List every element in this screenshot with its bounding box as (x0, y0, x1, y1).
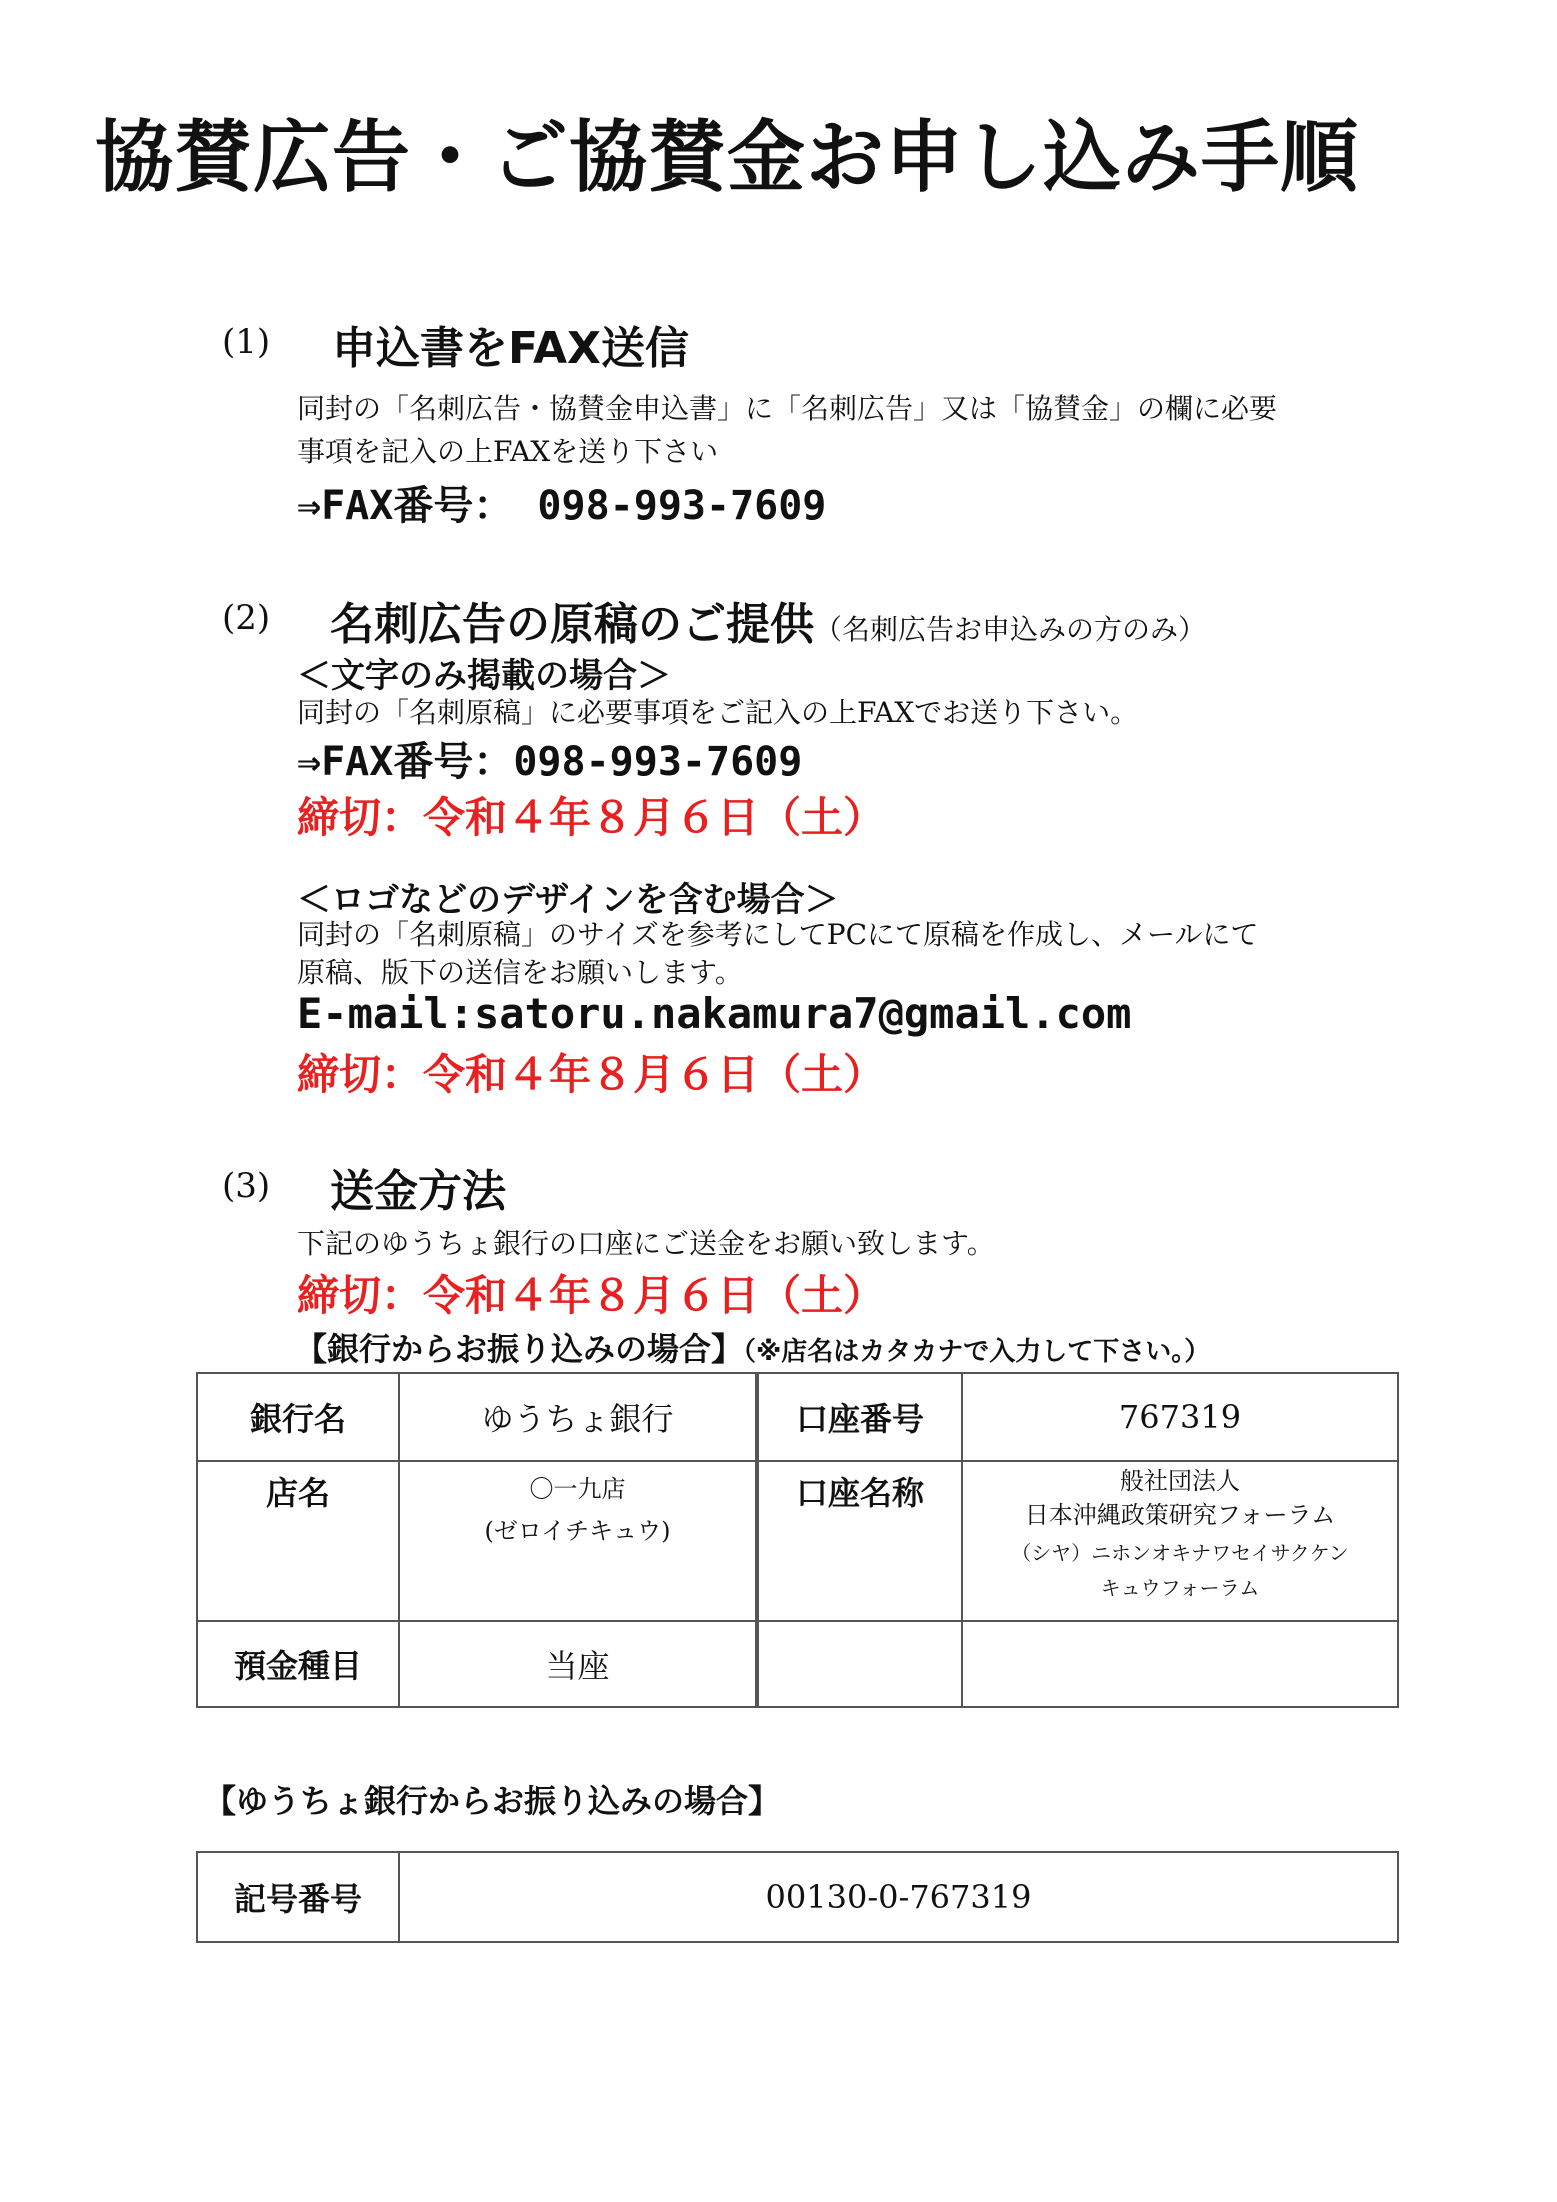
empty-cell (757, 1621, 962, 1707)
text-only-heading: ＜文字のみ掲載の場合＞ (297, 656, 671, 696)
section3-heading: 送金方法 (330, 1166, 506, 1217)
account-number-value: 767319 (962, 1373, 1398, 1461)
bank-transfer-note: （※店名はカタカナで入力して下さい。） (743, 1337, 1211, 1367)
design-email: E-mail:satoru.nakamura7@gmail.com (297, 989, 1132, 1038)
page-title: 協賛広告・ご協賛金お申し込み手順 (95, 113, 1360, 203)
table-row (197, 1461, 1398, 1621)
empty-cell (962, 1621, 1398, 1707)
account-name-line2: 日本沖縄政策研究フォーラム (1024, 1501, 1336, 1529)
section1-number: (1) (222, 322, 271, 362)
deposit-type-value: 当座 (399, 1621, 757, 1707)
section1-heading: 申込書をFAX送信 (332, 323, 689, 374)
table-row (197, 1373, 1398, 1461)
section2-heading (330, 588, 1206, 652)
account-name-kana2: キュウフォーラム (1100, 1576, 1260, 1600)
design-body-line2: 原稿、版下の送信をお願いします。 (297, 956, 743, 989)
branch-value-line1: 〇一九店 (529, 1475, 626, 1503)
account-name-value (962, 1461, 1398, 1621)
section3-body: 下記のゆうちょ銀行の口座にご送金をお願い致します。 (297, 1227, 995, 1260)
design-deadline: 締切：令和４年８月６日（土） (297, 1050, 886, 1099)
section3-number: (3) (222, 1166, 271, 1206)
section2-heading-text: 名刺広告の原稿のご提供 (330, 599, 814, 650)
section1-body-line2: 事項を記入の上FAXを送り下さい (297, 435, 719, 468)
section1-fax-number: ⇒FAX番号： 098-993-7609 (297, 483, 827, 529)
section2-heading-note: （名刺広告お申込みの方のみ） (814, 613, 1207, 646)
account-number-label: 口座番号 (757, 1373, 962, 1461)
bank-name-label: 銀行名 (197, 1373, 399, 1461)
table-row (197, 1852, 1398, 1942)
section2-number: (2) (222, 598, 271, 638)
account-name-line1: 般社団法人 (1120, 1467, 1240, 1495)
bank-transfer-heading-row (295, 1324, 1210, 1370)
bank-account-table (196, 1372, 1399, 1708)
symbol-number-label: 記号番号 (197, 1852, 399, 1942)
text-only-body: 同封の「名刺原稿」に必要事項をご記入の上FAXでお送り下さい。 (297, 696, 1139, 729)
branch-label: 店名 (197, 1461, 399, 1621)
bank-name-value: ゆうちょ銀行 (399, 1373, 757, 1461)
account-name-label: 口座名称 (757, 1461, 962, 1621)
deposit-type-label: 預金種目 (197, 1621, 399, 1707)
section3-deadline: 締切：令和４年８月６日（土） (297, 1271, 886, 1320)
yucho-account-table (196, 1851, 1399, 1943)
design-body-line1: 同封の「名刺原稿」のサイズを参考にしてPCにて原稿を作成し、メールにて (297, 918, 1259, 951)
text-only-fax-number: ⇒FAX番号：098-993-7609 (297, 739, 803, 785)
design-heading: ＜ロゴなどのデザインを含む場合＞ (297, 880, 839, 920)
symbol-number-value: 00130-0-767319 (399, 1852, 1398, 1942)
bank-transfer-heading: 【銀行からお振り込みの場合】 (295, 1330, 744, 1368)
branch-value-line2: (ゼロイチキュウ) (484, 1517, 671, 1545)
text-only-deadline: 締切：令和４年８月６日（土） (297, 793, 886, 842)
account-name-kana1: （シヤ）ニホンオキナワセイサクケン (1011, 1541, 1349, 1565)
yucho-transfer-heading: 【ゆうちょ銀行からお振り込みの場合】 (204, 1782, 781, 1820)
table-row (197, 1621, 1398, 1707)
branch-value (399, 1461, 757, 1621)
section1-body-line1: 同封の「名刺広告・協賛金申込書」に「名刺広告」又は「協賛金」の欄に必要 (297, 392, 1278, 425)
